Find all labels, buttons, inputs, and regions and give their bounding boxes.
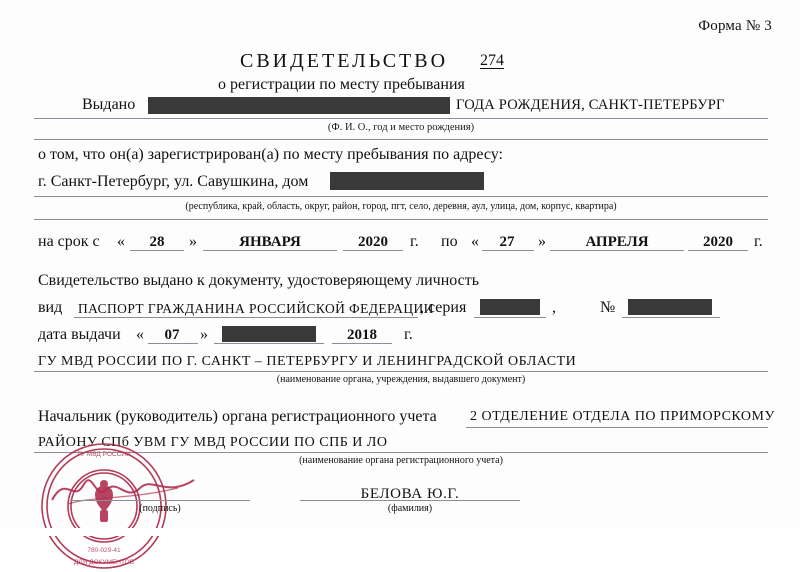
fio-second-underline	[34, 139, 768, 140]
page-subtitle: о регистрации по месту пребывания	[218, 76, 465, 93]
identity-type-value: ПАСПОРТ ГРАЖДАНИНА РОССИЙСКОЙ ФЕДЕРАЦИИ	[78, 301, 434, 316]
term-to-year: 2020	[703, 234, 733, 250]
redacted-name-block	[148, 97, 450, 114]
address-second-underline	[34, 219, 768, 220]
chief-org-line1-underline	[466, 427, 768, 428]
issue-date-label: дата выдачи	[38, 326, 121, 343]
identity-number-label: №	[600, 299, 616, 316]
issue-day-underline	[148, 343, 198, 344]
form-number: Форма № 3	[698, 18, 772, 34]
chief-org-line1: 2 ОТДЕЛЕНИЕ ОТДЕЛА ПО ПРИМОРСКОМУ	[470, 409, 775, 424]
issuing-authority-caption: (наименование органа, учреждения, выдавшего документ)	[276, 374, 526, 385]
term-from-year-underline	[343, 250, 403, 251]
identity-type-underline	[74, 317, 418, 318]
issue-year-underline	[332, 343, 392, 344]
term-from-day: 28	[149, 234, 165, 250]
chief-org-caption: (наименование органа регистрационного учета)	[299, 455, 503, 466]
redacted-address-block	[330, 172, 484, 190]
term-to-year-abbr: г.	[754, 233, 763, 250]
term-from-day-underline	[130, 250, 184, 251]
issued-to-suffix: ГОДА РОЖДЕНИЯ, САНКТ-ПЕТЕРБУРГ	[456, 97, 725, 113]
term-to-year-underline	[688, 250, 748, 251]
redacted-series	[480, 299, 540, 315]
issuing-authority: ГУ МВД РОССИИ ПО Г. САНКТ – ПЕТЕРБУРГУ И ЛЕНИНГРАДСКОЙ ОБЛАСТИ	[38, 354, 577, 369]
redacted-number	[628, 299, 712, 315]
term-from-month-underline	[203, 250, 337, 251]
page-bottom-edge	[0, 528, 800, 536]
address-text: г. Санкт-Петербург, ул. Савушкина, дом	[38, 173, 309, 190]
signature-caption: (подпись)	[139, 503, 181, 514]
redacted-issue-month	[222, 326, 316, 342]
identity-type-label: вид	[38, 299, 63, 316]
issued-to-underline	[34, 118, 768, 119]
issue-month-underline	[214, 343, 324, 344]
issue-year-abbr: г.	[404, 326, 413, 343]
term-quote-open-2: «	[471, 233, 479, 250]
chief-label: Начальник (руководитель) органа регистрационного учета	[38, 408, 437, 425]
address-underline	[34, 196, 768, 197]
identity-comma: ,	[552, 299, 556, 316]
chief-org-line2: РАЙОНУ СПб УВМ ГУ МВД РОССИИ ПО СПБ И ЛО	[38, 435, 388, 450]
term-from-year: 2020	[358, 234, 388, 250]
identity-intro: Свидетельство выдано к документу, удостоверяющему личность	[38, 272, 480, 289]
term-quote-close-2: »	[538, 233, 546, 250]
identity-series-underline	[474, 317, 546, 318]
issue-quote-open: «	[136, 326, 144, 343]
issued-to-label: Выдано	[82, 96, 136, 113]
term-from-year-abbr: г.	[410, 233, 419, 250]
identity-number-underline	[622, 317, 720, 318]
term-prefix: на срок с	[38, 233, 100, 250]
certificate-number: 274	[480, 52, 504, 69]
term-to-label: по	[441, 233, 458, 250]
svg-text:ГУ МВД РОССИИ: ГУ МВД РОССИИ	[77, 451, 131, 458]
issuing-authority-underline	[34, 371, 768, 372]
page-title: СВИДЕТЕЛЬСТВО	[240, 50, 449, 72]
surname-underline	[300, 500, 520, 501]
identity-series-label: , серия	[420, 299, 467, 316]
term-to-month: АПРЕЛЯ	[585, 234, 649, 250]
issue-year: 2018	[347, 327, 377, 343]
signature-underline	[70, 500, 250, 501]
issue-quote-close: »	[200, 326, 208, 343]
term-from-month: ЯНВАРЯ	[239, 234, 301, 250]
term-to-day-underline	[482, 250, 534, 251]
term-quote-open: «	[117, 233, 125, 250]
term-to-month-underline	[550, 250, 684, 251]
fio-caption: (Ф. И. О., год и место рождения)	[327, 122, 475, 133]
svg-text:780-029-41: 780-029-41	[87, 547, 121, 554]
svg-text:ДЛЯ ДОКУМЕНТОВ: ДЛЯ ДОКУМЕНТОВ	[73, 559, 135, 566]
term-to-day: 27	[499, 234, 515, 250]
registration-statement: о том, что он(а) зарегистрирован(а) по месту пребывания по адресу:	[38, 146, 503, 163]
issue-day: 07	[164, 327, 180, 343]
address-caption: (республика, край, область, округ, район, город, пгт, село, деревня, аул, улица, дом, корпус, квартира)	[185, 201, 617, 212]
surname-caption: (фамилия)	[387, 503, 433, 514]
term-quote-close-1: »	[189, 233, 197, 250]
chief-surname: БЕЛОВА Ю.Г.	[360, 486, 460, 502]
